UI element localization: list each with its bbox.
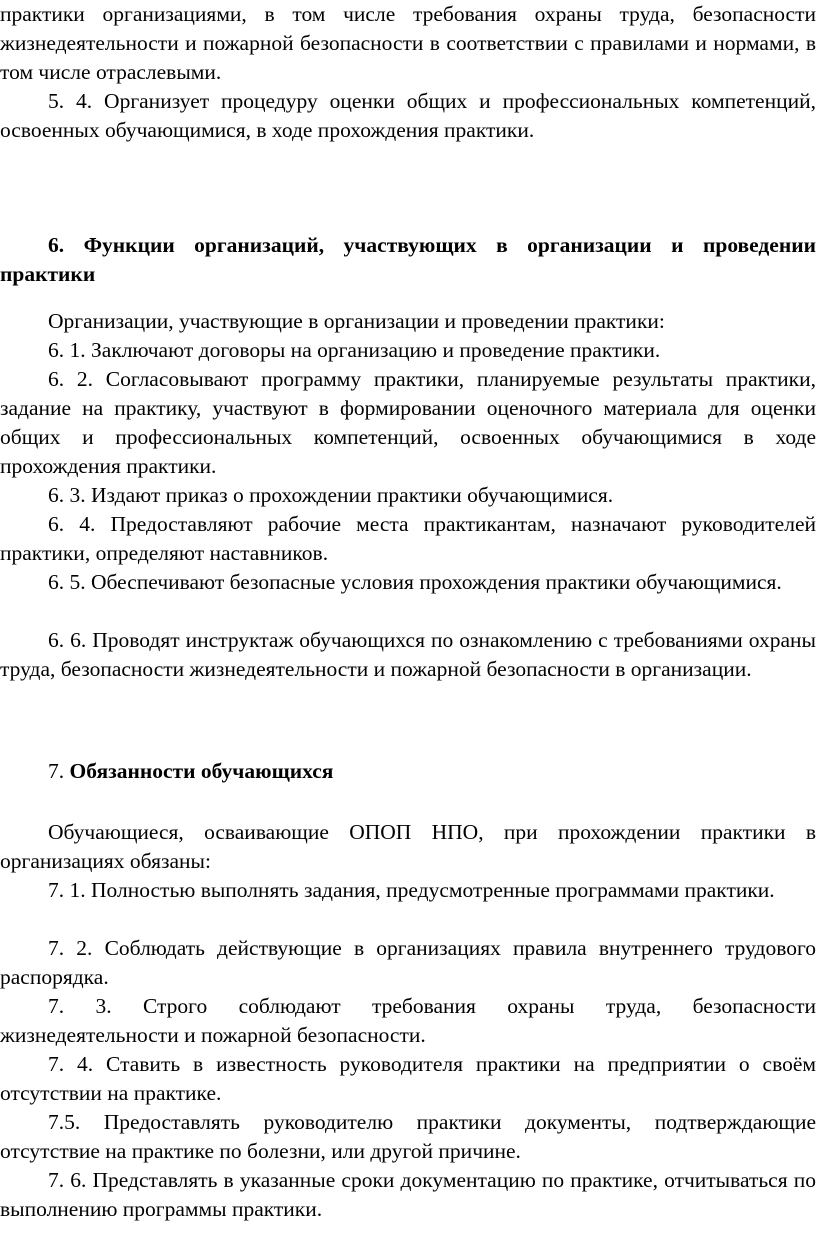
section7-item-1: 7. 1. Полностью выполнять задания, предусмотренные программами практики. xyxy=(48,878,775,902)
section7-item-6: 7. 6. Представлять в указанные сроки документацию по практике, отчитываться по выполнению программы практики. xyxy=(0,1168,816,1221)
section7-heading xyxy=(0,757,816,786)
section7-heading-title: Обязанности обучающихся xyxy=(69,759,334,783)
section7-intro: Обучающиеся, осваивающие ОПОП НПО, при прохождении практики в организациях обязаны: xyxy=(0,820,816,873)
section5-item-4: 5. 4. Организует процедуру оценки общих и профессиональных компетенций, освоенных обучающимися, в ходе прохождения практики. xyxy=(0,89,816,142)
section6-item-2: 6. 2. Согласовывают программу практики, планируемые результаты практики, задание на практику, участвуют в формировании оценочного материала для оценки общих и профессиональных компетенций, освоенных обучающимися в ходе прохождения практики. xyxy=(0,367,816,478)
section6-item-5: 6. 5. Обеспечивают безопасные условия прохождения практики обучающимися. xyxy=(48,570,782,594)
section7-item-5: 7.5. Предоставлять руководителю практики документы, подтверждающие отсутствие на практике по болезни, или другой причине. xyxy=(0,1110,816,1163)
section7-item-2: 7. 2. Соблюдать действующие в организациях правила внутреннего трудового распорядка. xyxy=(0,936,816,989)
section7-item-3: 7. 3. Строго соблюдают требования охраны труда, безопасности жизнедеятельности и пожарной безопасности. xyxy=(0,994,816,1047)
section6-item-6: 6. 6. Проводят инструктаж обучающихся по ознакомлению с требованиями охраны труда, безопасности жизнедеятельности и пожарной безопасности в организации. xyxy=(0,628,816,681)
section6-item-3: 6. 3. Издают приказ о прохождении практики обучающимися. xyxy=(48,483,614,507)
section6-item-4: 6. 4. Предоставляют рабочие места практикантам, назначают руководителей практики, определяют наставников. xyxy=(0,512,816,565)
section6-intro: Организации, участвующие в организации и проведении практики: xyxy=(48,309,665,333)
section7-heading-number: 7. xyxy=(48,759,65,783)
section5-continuation: практики организациями, в том числе требования охраны труда, безопасности жизнедеятельности и пожарной безопасности в соответствии с правилами и нормами, в том числе отраслевыми. xyxy=(0,2,816,84)
section7-item-4: 7. 4. Ставить в известность руководителя практики на предприятии о своём отсутствии на практике. xyxy=(0,1052,816,1105)
section6-heading: 6. Функции организаций, участвующих в организации и проведении практики xyxy=(0,233,816,286)
section6-item-1: 6. 1. Заключают договоры на организацию и проведение практики. xyxy=(48,338,661,362)
